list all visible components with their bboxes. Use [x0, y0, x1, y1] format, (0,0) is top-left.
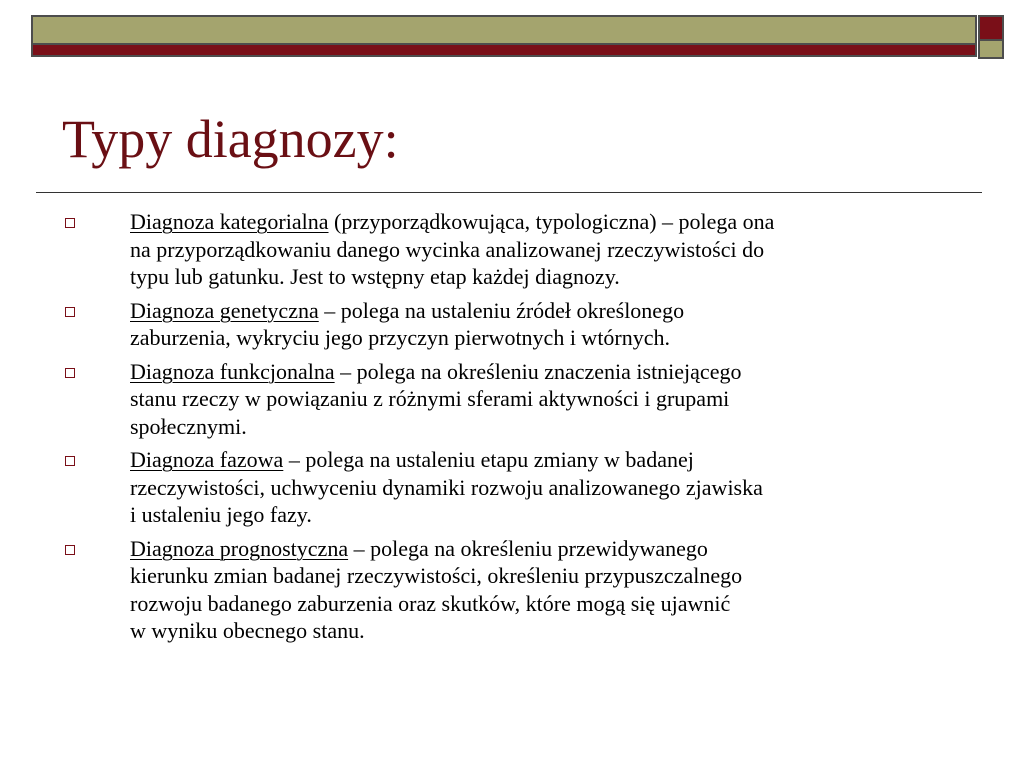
hollow-square-bullet-icon: [65, 218, 75, 228]
bullet-text-line: [130, 263, 972, 291]
bullet-text-line: [130, 474, 972, 502]
bullet-list: [62, 208, 972, 651]
header-corner-squares: [978, 15, 1004, 59]
title-divider: [36, 192, 982, 193]
bullet-description-text: – polega na określeniu znaczenia istniejącego: [334, 358, 742, 384]
bullet-text-line: [130, 358, 972, 386]
bullet-text-line: [130, 501, 972, 529]
diagnosis-type-term: Diagnoza genetyczna: [130, 297, 319, 323]
bullet-text-line: [130, 590, 972, 618]
slide-title: Typy diagnozy:: [62, 109, 399, 169]
bullet-description-text: w wyniku obecnego stanu.: [130, 618, 365, 643]
bullet-description-text: kierunku zmian badanej rzeczywistości, określeniu przypuszczalnego: [130, 563, 743, 588]
diagnosis-type-term: Diagnoza prognostyczna: [130, 535, 349, 561]
bullet-item: [62, 358, 972, 441]
bullet-text-line: [130, 535, 972, 563]
bullet-description-text: na przyporządkowaniu danego wycinka analizowanej rzeczywistości do: [130, 236, 765, 262]
bullet-description-text: rozwoju badanego zaburzenia oraz skutków, które mogą się ujawnić: [130, 590, 731, 616]
bullet-item: [62, 446, 972, 529]
bullet-description-text: stanu rzeczy w powiązaniu z różnymi sferami aktywności i grupami: [130, 386, 730, 411]
hollow-square-bullet-icon: [65, 545, 75, 555]
header-decorative-bar: [31, 15, 977, 57]
header-bar-red-stripe: [33, 45, 975, 55]
bullet-text-line: [130, 562, 972, 590]
diagnosis-type-term: Diagnoza funkcjonalna: [130, 358, 335, 384]
bullet-description-text: (przyporządkowująca, typologiczna) – polega ona: [328, 209, 775, 234]
corner-square-olive: [978, 41, 1004, 59]
bullet-text-line: [130, 413, 972, 441]
bullet-text-line: [130, 324, 972, 352]
bullet-description-text: – polega na określeniu przewidywanego: [348, 535, 708, 561]
corner-square-red: [978, 15, 1004, 41]
bullet-item: [62, 208, 972, 291]
hollow-square-bullet-icon: [65, 368, 75, 378]
bullet-item: [62, 297, 972, 352]
diagnosis-type-term: Diagnoza fazowa: [130, 447, 284, 472]
bullet-description-text: rzeczywistości, uchwyceniu dynamiki rozwoju analizowanego zjawiska: [130, 474, 763, 500]
bullet-description-text: – polega na ustaleniu źródeł określonego: [318, 297, 685, 323]
bullet-text-line: [130, 385, 972, 413]
diagnosis-type-term: Diagnoza kategorialna: [130, 209, 329, 234]
bullet-description-text: społecznymi.: [130, 413, 247, 439]
hollow-square-bullet-icon: [65, 307, 75, 317]
bullet-text-line: [130, 236, 972, 264]
bullet-text-line: [130, 208, 972, 236]
bullet-description-text: i ustaleniu jego fazy.: [130, 502, 312, 527]
bullet-text-line: [130, 617, 972, 645]
bullet-text-line: [130, 297, 972, 325]
header-bar-olive-stripe: [33, 17, 975, 45]
bullet-description-text: typu lub gatunku. Jest to wstępny etap każdej diagnozy.: [130, 264, 620, 289]
bullet-description-text: – polega na ustaleniu etapu zmiany w badanej: [283, 447, 694, 472]
hollow-square-bullet-icon: [65, 456, 75, 466]
bullet-text-line: [130, 446, 972, 474]
bullet-description-text: zaburzenia, wykryciu jego przyczyn pierwotnych i wtórnych.: [130, 325, 671, 350]
bullet-item: [62, 535, 972, 645]
